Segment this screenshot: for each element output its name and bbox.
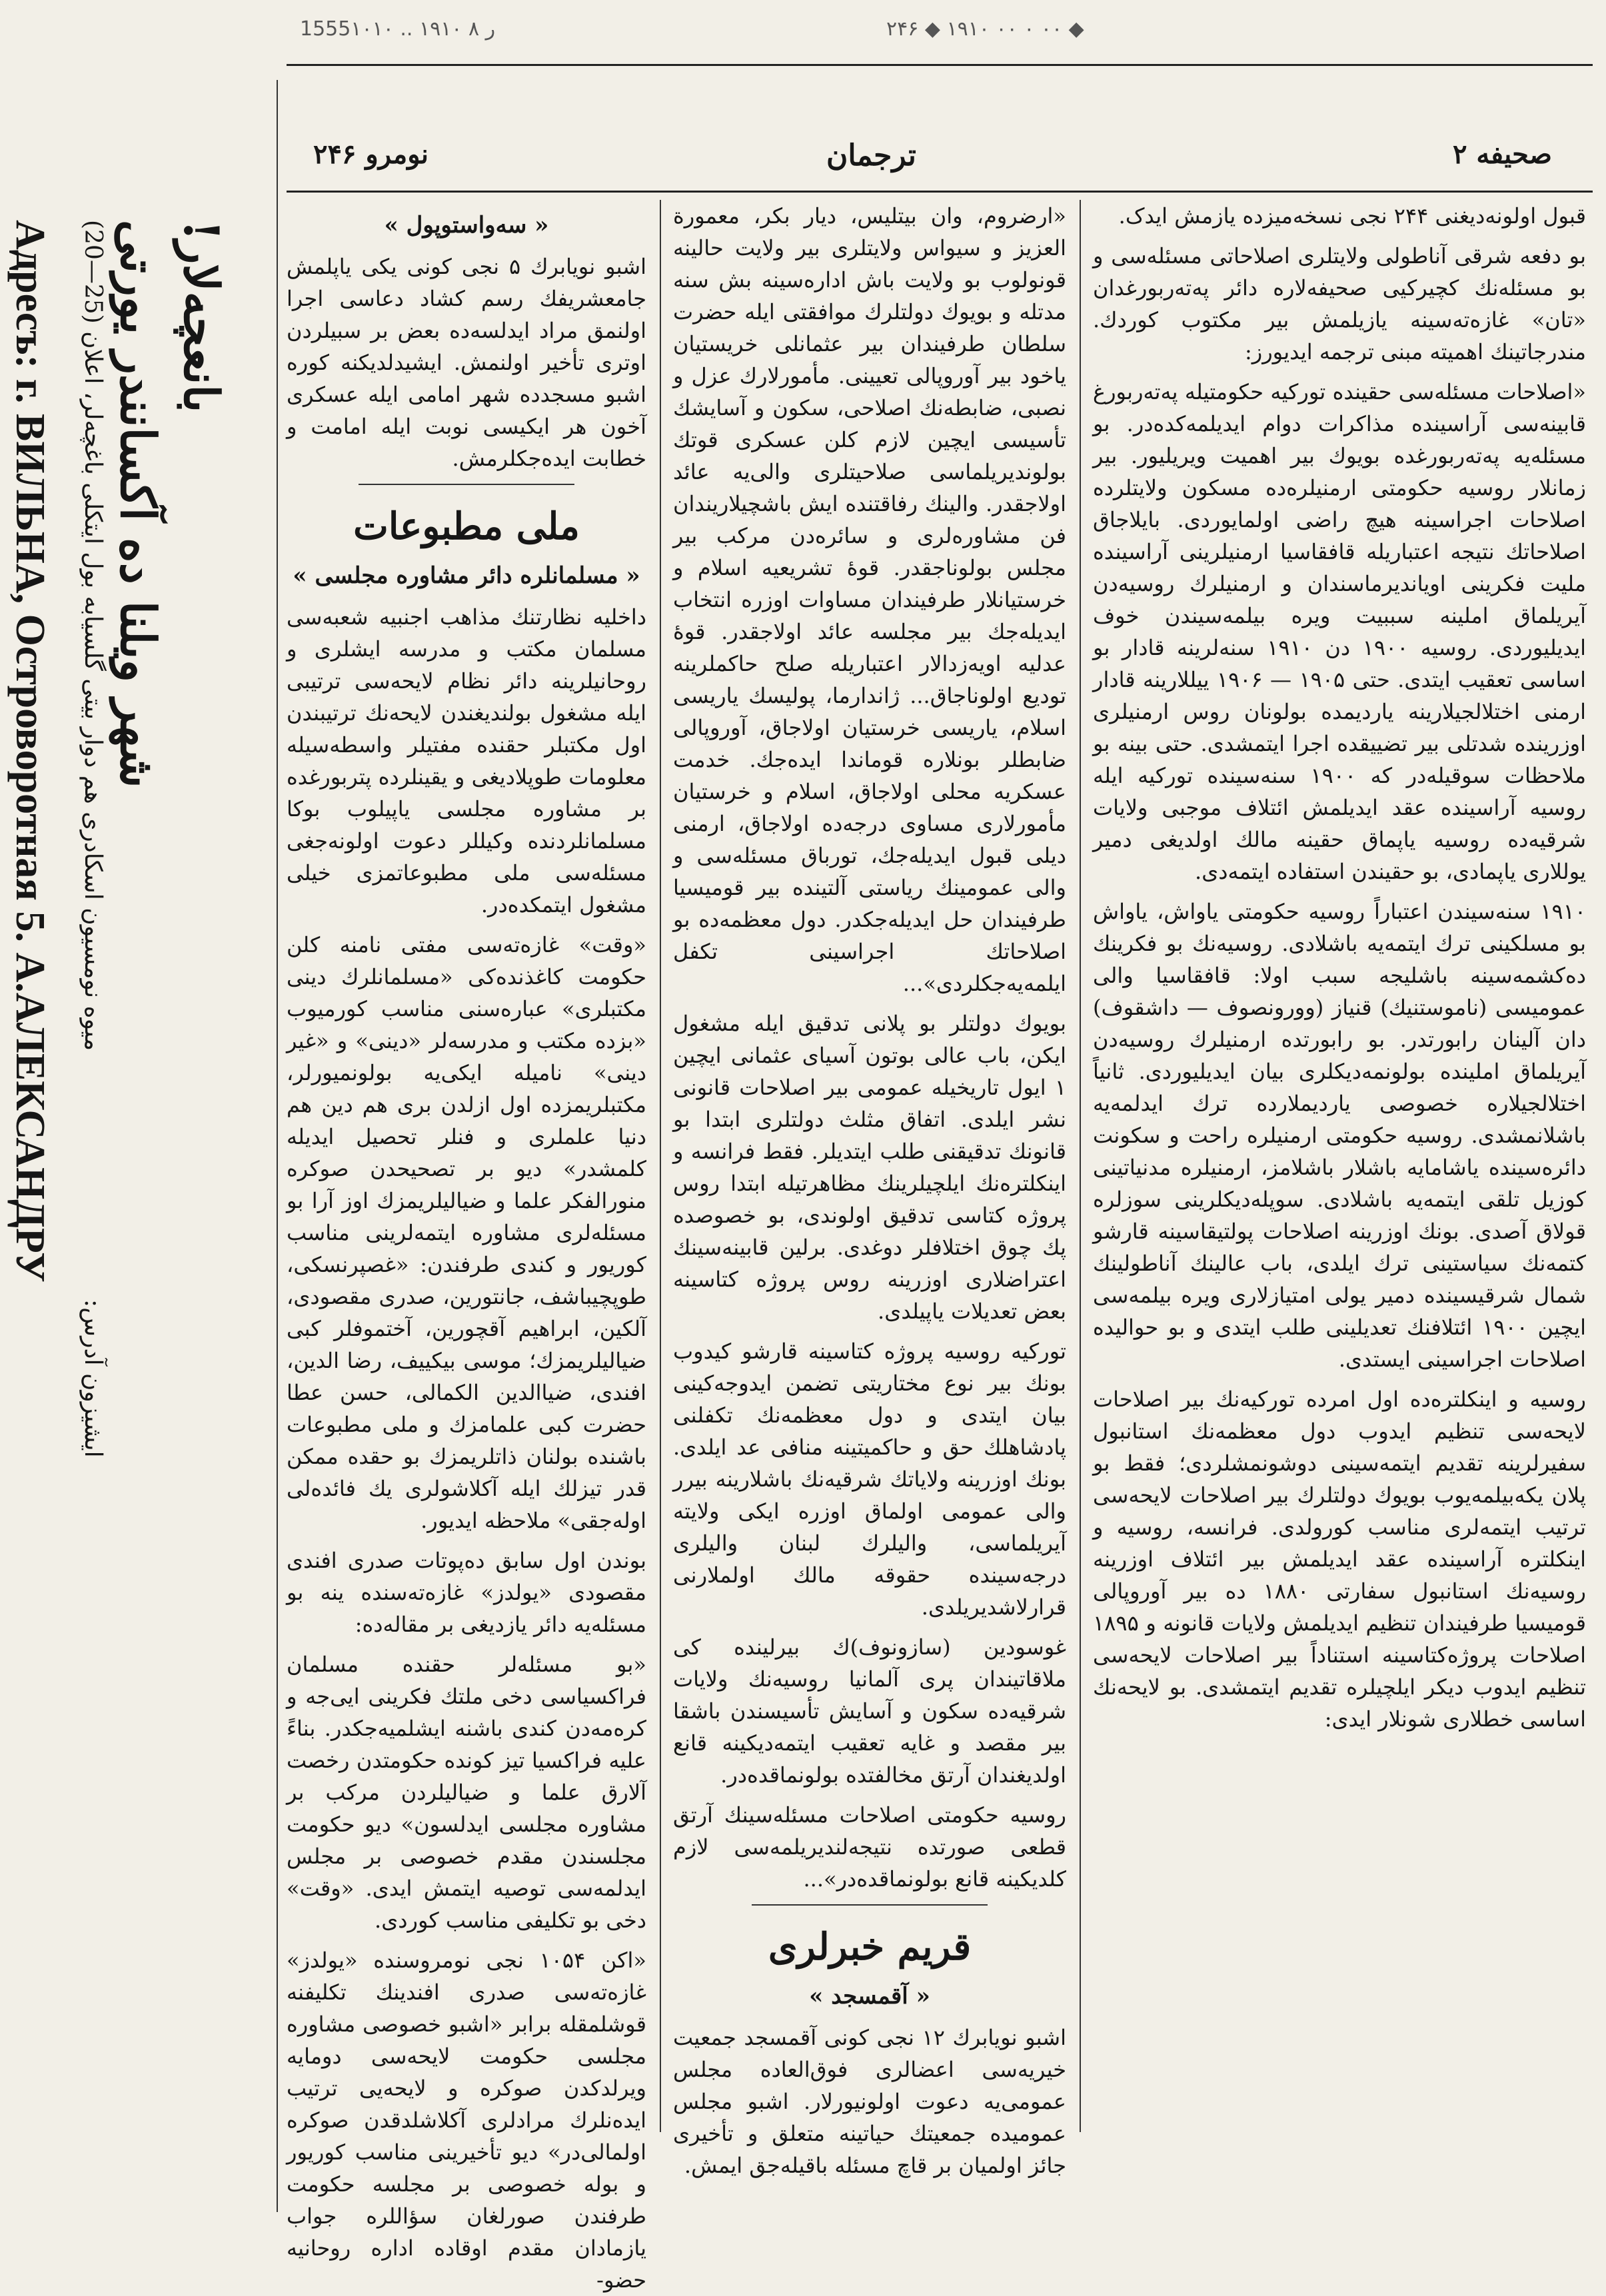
page-number: صحیفه ۲: [1453, 139, 1552, 170]
column-left: [287, 200, 647, 2293]
sevastopol-heading: « سەواستوپول »: [384, 212, 549, 239]
paragraph: تورکیه روسیه پروژه کتاسینه قارشو کیدوب بونك بیر نوع مختاریتی تضمن ایدوجه‌کینی بیان ایتدی و دول معظمه‌نك تکفلنی پادشاهلك حق و حاکمیتینه منافی عد ایلدی. بونك اوزرینه ولایاتك شرقیه‌نك باشلارینه بیرر والی عمومی اولماق اوزره ایکی ولایته آیریلماسی، والیلرك لبنان والیلری درجه‌سینده حقوقه مالك اولملارنی قرارلاشدیریلدی.: [673, 1339, 1066, 1620]
paragraph: «ارضروم، وان بیتلیس، دیار بکر، معمورة العزیز و سیواس ولایتلری بیر ولایت حالینه قونولوب بو ولایت باش اداره‌سینه بش سنه مدتله و بویوك دولتلرك موافقتی ایله حضرت سلطان طرفیندان بیر عثمانلی خریستیان یاخود بیر آوروپالی تعیینی. مأمورلارك عزل و نصبی، ضابطه‌نك اصلاحی، سکون و آسایشك تأسیسی ایچین لازم کلن عسکری قوتك بولوندیریلماسی صلاحیتلری والی‌یه عائد اولاجقدر. والینك رفاقتنده ایش باشچیلاریندان فن مشاوره‌لری و سائره‌دن مرکب بیر مجلس بولوناجقدر. قوهٔ تشریعیه اسلام و خرستیانلار طرفیندان مساوات اوزره انتخاب ایدیله‌جك بیر مجلسه عائد اولاجقدر. قوهٔ عدلیه اویه‌زدالار اعتباریله صلح حاکملرینه توديع اولوناجاق... ژاندارما، پولیسك یاریسی اسلام، یاریسی خرستیان اولاجاق، آوروپالی ضابطلر بونلاره قوماندا ایده‌جك. خدمت عسکریه محلی اولاجاق، اسلام و خرستیان مأمورلاری مساوی درجه‌ده اولاجاق، ارمنی دیلی قبول ایدیله‌جك، تورباق مسئله‌سی و والی عمومینك ریاستی آلتینده بیر قومیسیا طرفیندان حل ایدیله‌جکدر. دول معظمه‌ده بو اصلاحاتك اجراسینی تکفل ایلمه‌یه‌جکلردی»...: [673, 203, 1066, 996]
sidebar-heading: شهر ویلنا ده آکسانندر یورتی: [110, 220, 167, 788]
newspaper-title: ترجمان: [826, 139, 916, 173]
sidebar-advertisement: [0, 0, 280, 2269]
section-divider: [752, 1904, 988, 1906]
paragraph: داخلیه نظارتنك مذاهب اجنبیه شعبه‌سی مسلمان مکتب و مدرسه ایشلری و روحانیلرینه دائر نظام لایحه‌سی ترتیبی ایله مشغول بولندیغندن لایحه‌نك ترتیبندن اول مکتبلر حقنده مفتیلر واسطه‌سیله معلومات طوپلادیغی و یقینلرده پتربورغده بر مشاوره مجلسی یاپیلوب بوکا مسلمانلردنده وکیللر دعوت اولونه‌جغی مسئله‌سی ملی مطبوعاتمزی خیلی مشغول ایتمکده‌در.: [287, 604, 646, 917]
top-strip-left: 1555ر ۸ ۱۹۱۰ .. ۱۰۱۰: [300, 17, 496, 41]
sevastopol-text: [287, 251, 646, 474]
paragraph: غوسودین (سازونوف)ك بیرلینده کی ملاقاتیندان پری آلمانیا روسیه‌نك ولایات شرقیه‌ده سکون و آسایش تأسیسندن باشقا بیر مقصد و غایه تعقیب ایتمه‌دیکینه قانع اولدیغندان آرتق مخالفتده بولونماقده‌در.: [673, 1634, 1066, 1788]
sidebar-address-label: ایشیزون آدرس:: [79, 1299, 107, 1458]
paragraph: روسیه و اینکلتره‌ده اول امرده تورکیه‌نك بیر اصلاحات لایحه‌سی تنظیم ایدوب دول معظمه‌نك استانبول سفیرلرینه تقدیم ایتمه‌سینی دوشونمشلردی؛ فقط بو پلان یکه‌بیلمه‌یوب بویوك دولتلرك بیر اصلاحات لایحه‌سی ترتیب ایتمه‌لری مناسب کورولدی. فرانسه، روسیه و اینکلتره آراسینده عقد ایدیلمش بیر ائتلاف اوزرینه روسیه‌نك استانبول سفارتی ۱۸۸۰ ده بیر آوروپالی قومیسیا طرفیندان تنظیم ایدیلمش ولایات قانونه و ۱۸۹۵ اصلاحات پروژه‌کتاسینه استناداً بیر اصلاحات لایحه‌سی تنظیم ایدوب دیکر ایلچیلره تقدیم ایتمشدی. بو لایحه‌نك اساسی خطلاری شونلار ایدی:: [1093, 1387, 1587, 1732]
column-divider: [1080, 200, 1081, 2132]
paragraph: «اصلاحات مسئله‌سی حقینده تورکیه حکومتیله پەتەربورغ قابینه‌سی آراسینده مذاکرات دوام ایدیلمه‌کده‌در. بو مسئله‌یه پەتەربورغده بویوك بیر اهمیت ویریلیور. بیر زمانلار روسیه حکومتی ارمنیلره‌ده مسکون ولایتلرده اصلاحات اجراسینه هیچ راضی اولمایوردی. بایلاجاق اصلاحاتك نتیجه اعتباریله قافقاسیا ارمنیلرینی آراسینده ملیت فکرینی اویاندیرماسندان و ارمنیلرك روسیه‌دن آیریلماق املینه سببیت ویره بیلمه‌سیندن خوف ایدیلیوردی. روسیه ۱۹۰۰ دن ۱۹۱۰ سنه‌لرینه قادار بو اساسی تعقیب ایتدی. حتی ۱۹۰۵ — ۱۹۰۶ ییللارینه قادار ارمنی اختلالجیلارینه یاردیمده بولونان روس ارمنیلری اوزرینده شدتلی بیر تضییقده اجرا ایتمشدی. حتی بینه بو ملاحظات سوقیله‌در که ۱۹۰۰ سنه‌سینده تورکیه ایله روسیه آراسینده عقد ایدیلمش ائتلاف موجبی ولایات شرقیه‌ده روسیه یاپماق حقینه مالك اولدیغی دمیر یوللاری یاپمادی، بو حقیندن استفاده ایتمه‌دی.: [1093, 379, 1587, 884]
top-strip: [287, 12, 1593, 52]
national-press-text: [287, 601, 646, 2296]
russian-address: Адресъ: г. ВИЛЬНА, Островоротная 5. А.АЛЕКСАНДРУ: [7, 220, 53, 1283]
paragraph: بو دفعه شرقی آناطولی ولایتلری اصلاحاتی مسئله‌سی و بو مسئله‌نك کچیرکیی صحیفه‌لاره دائر پەتەربورغدان «تان» غازه‌ته‌سینه یازیلمش بیر مکتوب کوردك. مندرجاتینك اهمیته مبنی ترجمه ایدیورز:: [1093, 243, 1586, 364]
sidebar-ad-text: میوه نومسیون اسکادری هم دوار بیتی گلسیابه بول ایتکلی باغچه‌لر، اعلان (25—20): [79, 220, 107, 1051]
paragraph: روسیه حکومتی اصلاحات مسئله‌سینك آرتق قطعی صورتده نتیجه‌لندیریلمه‌سی لازم کلدیکینه قانع بولونماقده‌در»...: [673, 1802, 1066, 1892]
issue-number: نومرو ۲۴۶: [313, 139, 428, 170]
paragraph: بوندن اول سابق دەپوتات صدری افندی مقصودی «یولدز» غازه‌ته‌سنده ینه بو مسئله‌یه دائر یازدیغی بر مقاله‌ده:: [287, 1548, 646, 1637]
paragraph: بویوك دولتلر بو پلانی تدقیق ایله مشغول ایکن، باب عالی بوتون آسیای عثمانی ایچین ۱ ایول تاریخیله عمومی بیر اصلاحات قانونی نشر ایلدی. اتفاق مثلث دولتلری ابتدا بو قانونك تدقیقنی طلب ایتدیلر. فقط فرانسه و اینکلتره‌نك ایلچیلرینك مظاهرتیله ابتدا روس پروژه کتاسی تدقیق اولوندی، بو خصوصده پك چوق اختلافلر دوغدی. برلین قابینه‌سینك اعتراضلاری اوزرینه روس پروژه کتاسینه بعض تعدیلات یاپیلدی.: [673, 1011, 1066, 1324]
column-right: [1093, 200, 1586, 2132]
column-divider: [660, 200, 661, 2132]
paragraph: «وقت» غازه‌ته‌سی مفتی نامنه کلن حکومت کاغذنده‌کی «مسلمانلرك دینی مکتبلری» عبارەسنی مناسب کورمیوب «بزده مکتب و مدرسه‌لر «دینی» و «غیر دینی» نامیله ایکی‌یه بولونمیورلر، مکتبلریمزده اول ازلدن بری هم دین هم دنیا علملری و فنلر تحصیل ایدیله کلمشدر» دیو بر تصحیحدن صوکره منورالفکر علما و ضیالیلریمزك اوز آرا بو مسئله‌لری مشاوره ایتمه‌لرینی مناسب کوریور و کندی طرفندن: «غصپرنسکی، طوپچیباشف، جانتورین، صدری مقصودی، آلکین، ابراهیم آقچورین، آختموفلر کبی ضیالیلریمزك؛ موسی بیکییف، رضا الدین، افندی، ضیاالدین الکمالی، حسن عطا حضرت کبی علمامزك و ملی مطبوعات باشنده بولنان ذاتلریمزك بو حقده ممکن قدر تیزلك ایله آکلاشولری یك فائده‌لی اوله‌جقی» ملاحظه ایدیور.: [287, 932, 646, 1533]
header-rule: [287, 191, 1593, 193]
paragraph: «اکن ۱۰۵۴ نجی نومروسنده «یولدز» غازه‌ته‌سی صدری افندینك تکلیفنه قوشلمقله برابر «اشبو خصوصی مشاوره مجلسی حکومت لایحه‌سی دومایه ویرلدکدن صوکره و لایحه‌یی ترتیب ایده‌نلرك مرادلری آکلاشلدقدن صوکره اولمالی‌در» دیو تأخیرینی مناسب کوریور و بوله خصوصی بر مجلسه حکومت طرفندن صورلغان سؤاللره جواب یازمادان مقدم اوقاده اداره روحانیه حضو-: [287, 1948, 647, 2293]
paragraph: «بو مسئله‌لر حقنده مسلمان فراکسیاسی دخی ملتك فکرینی ایی‌جه و کرەمه‌دن کندی باشنه ایشلمیه‌جکدر. بناءً علیه فراکسیا تیز کونده حکومتدن رخصت آلارق علما و ضیالیلردن مرکب بر مشاوره مجلسی ایدلسون» دیو حکومت مجلسندن مقدم خصوصی بر مجلس ایدلمه‌سی توصیه ایتمش ایدی. «وقت» دخی بو تکلیفی مناسب کوردی.: [287, 1652, 646, 1933]
paragraph: اشبو نویابرك ۱۲ نجی کونی آقمسجد جمعیت خیریه‌سی اعضالری فوق‌العاده مجلس عمومی‌یه دعوت اولونیورلار. اشبو مجلس عمومیده جمعیتك حیاتینه متعلق و تأخیری جائز اولمیان بر قاچ مسئله باقیله‌جق ایمش.: [673, 2025, 1067, 2178]
column-right-text: [1093, 200, 1586, 1735]
top-strip-right: ۲۴۶ ◆ ۱۹۱۰ ۰۰ ۰ ۰۰ ◆: [886, 17, 1084, 41]
national-press-heading: ملی مطبوعات: [353, 504, 580, 548]
crimea-news-text: [673, 2021, 1066, 2181]
sidebar-title: بانعچه‌لار!: [173, 220, 230, 413]
column-middle: [673, 200, 1067, 2178]
council-subheading: « مسلمانلره دائر مشاوره مجلسی »: [293, 562, 640, 589]
column-middle-text: [673, 200, 1066, 1895]
paragraph: اشبو نویابرك ۵ نجی کونی یکی یاپلمش جامعشریفك رسم کشاد دعاسی اجرا اولنمق مراد ایدلسه‌ده بعض بر سبیلردن اوتری تأخیر اولنمش. ایشیدلدیکنه کوره اشبو مسجدده شهر امامی ایله عسکری آخون هر ایکیسی نوبت ایله امامت و خطابت ایده‌جکلرمش.: [287, 254, 647, 471]
top-rule: [287, 64, 1593, 66]
paragraph: ۱۹۱۰ سنه‌سیندن اعتباراً روسیه حکومتی یاواش، یاواش بو مسلکینی ترك ایتمه‌یه باشلادی. روسیه‌نك بو فکرینك ده‌کشمه‌سینه باشلیجه سبب اولا: قافقاسیا والی عمومیسی (ناموستنیك) قنیاز (وورونصوف — داشقوف) دان آلینان رابورتدر. بو رابورتده ارمنیلرك روسیه‌دن آیریلماق املینده بولونمه‌دیکلری بیان ایدیلیوردی. ثانیاً اختلالجیلاره خصوصی یاردیملارده ترك ایدلمه‌یه باشلانمشدی. روسیه حکومتی ارمنیلره راحت و سکونت دائره‌سینده یاشامایه باشلار باشلامز، ارمنیلره مدنیاتینی کوزیل تلقی ایتمه‌یه باشلادی. سوپله‌دیکلرینی سوزلره قولاق آصدی. بونك اوزرینه اصلاحات پولتیقاسینه قارشو کتمه‌نك سیاستینی ترك ایلدی، باب عالینك آناطولینك شمال شرقیسینده دمیر یولی امتیازلاری ویره بیلمه‌سی ایچین ۱۹۰۰ ائتلافنك تعدیلینی طلب ایتدی و بو حوالیده اصلاحات اجراسینی ایستدی.: [1093, 899, 1587, 1372]
crimea-news-heading: قریم خبرلری: [768, 1925, 972, 1969]
paragraph: قبول اولونه‌دیغنی ۲۴۴ نجی نسخه‌میزده یازمش ایدک.: [1118, 203, 1586, 229]
akmesjid-subheading: « آقمسجد »: [809, 1983, 930, 2009]
section-divider: [359, 484, 574, 485]
